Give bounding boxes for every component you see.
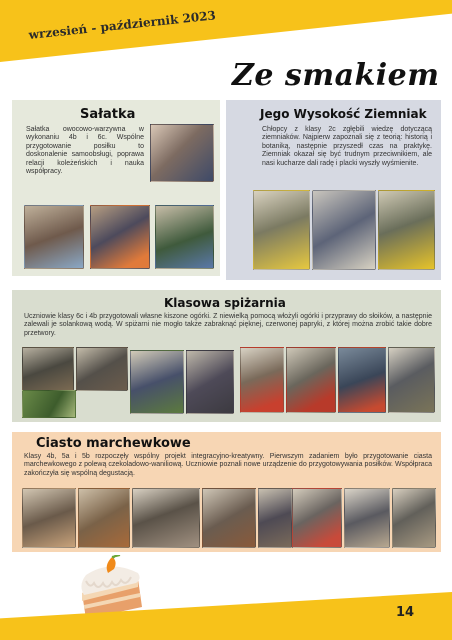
ziemniak-photo-1	[253, 190, 310, 270]
spizarnia-photo-3	[22, 390, 76, 418]
page-title: Ze smakiem	[232, 58, 440, 93]
ziemniak-title: Jego Wysokość Ziemniak	[260, 107, 427, 121]
ziemniak-text: Chłopcy z klasy 2c zgłębili wiedzę dotyczącą ziemniaków. Najpierw zapoznali się z teorią: historią i botaniką, następnie przyszedł czas na praktykę. Ziemniak okazał się być trudnym przeciwnikiem, ale nasi kucharze dali radę i placki wyszły wyśmienite.	[262, 126, 432, 167]
ciasto-text: Klasy 4b, 5a i 5b rozpoczęły wspólny projekt integracyjno-kreatywny. Pierwszym zadaniem było przygotowanie ciasta marchewkowego z polewą czekoladowo-waniliową. Uczniowie poznali nowe urządzenie do przygotowywania posiłków. Współpraca zakończyła się wspólną degustacją.	[24, 453, 432, 477]
salatka-photo-1	[150, 124, 214, 182]
ciasto-photo-5	[258, 488, 292, 548]
spizarnia-photo-9	[388, 347, 435, 413]
ciasto-photo-6	[292, 488, 342, 548]
salatka-title: Sałatka	[80, 107, 136, 122]
spizarnia-photo-5	[186, 350, 234, 414]
spizarnia-photo-2	[76, 347, 128, 391]
salatka-photo-4	[155, 205, 214, 269]
ziemniak-photo-3	[378, 190, 435, 270]
ciasto-photo-7	[344, 488, 390, 548]
spizarnia-photo-8	[338, 347, 386, 413]
salatka-text: Sałatka owocowo-warzywna w wykonaniu 4b i 6c. Wspólne przygotowanie posiłku to doskonalenie samoobsługi, poprawa relacji koleżeńskich i nauka współpracy.	[26, 126, 144, 176]
spizarnia-photo-1	[22, 347, 74, 391]
ciasto-photo-8	[392, 488, 436, 548]
date-range: wrzesień - październik 2023	[28, 8, 217, 42]
spizarnia-photo-4	[130, 350, 184, 414]
page-number: 14	[396, 605, 415, 620]
ciasto-photo-1	[22, 488, 76, 548]
ziemniak-photo-2	[312, 190, 376, 270]
ciasto-photo-3	[132, 488, 200, 548]
salatka-photo-2	[24, 205, 84, 269]
spizarnia-title: Klasowa spiżarnia	[164, 296, 286, 310]
spizarnia-photo-6	[240, 347, 284, 413]
ciasto-photo-2	[78, 488, 130, 548]
spizarnia-text: Uczniowie klasy 6c i 4b przygotowali własne kiszone ogórki. Z niewielką pomocą włożyli ogórki i przyprawy do słoików, a następnie zalewali je solankową wodą. W spiżarni nie mogło także zabraknąć pięknej, czerwonej papryki, z której można zrobić takie dobre przetwory.	[24, 313, 432, 337]
bottom-yellow-band	[0, 592, 452, 640]
salatka-photo-3	[90, 205, 150, 269]
ciasto-photo-4	[202, 488, 256, 548]
spizarnia-photo-7	[286, 347, 336, 413]
ciasto-title: Ciasto marchewkowe	[36, 436, 191, 451]
